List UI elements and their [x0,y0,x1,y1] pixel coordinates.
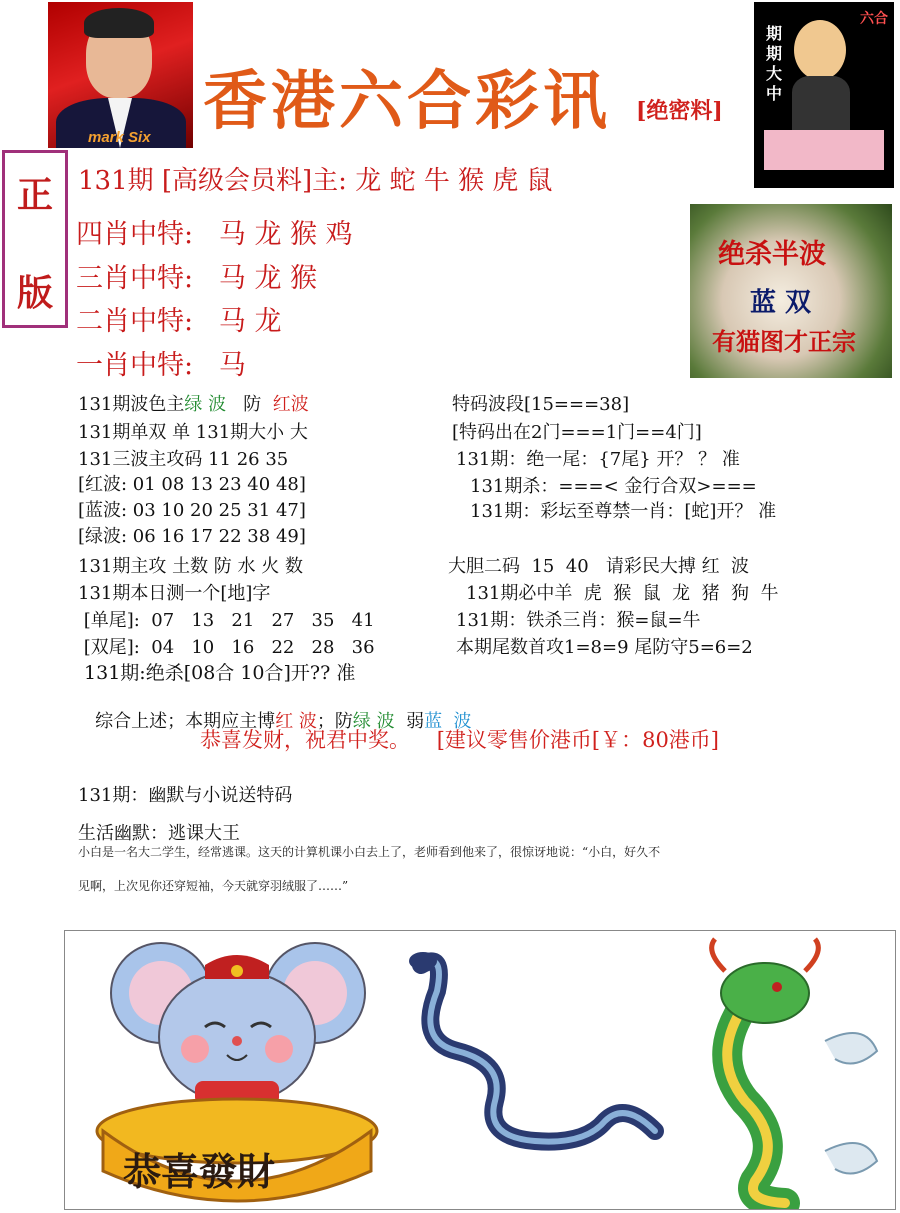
kill-line: 131期杀：===< 金行合双>=== [470,476,757,497]
wave-main: 绿 波 [184,394,227,415]
kill-box-line-2: 蓝 双 [750,288,812,318]
kill-box-line-3: 有猫图才正宗 [712,327,856,356]
edition-char-2: 版 [17,272,54,314]
wave-color-line [78,390,309,416]
three-zodiac-value: 马 龙 猴 [218,263,318,294]
one-zodiac-label: 一肖中特: [76,350,194,381]
must-win-line: 131期必中羊 虎 猴 鼠 龙 猪 狗 牛 [466,583,779,604]
wave-prefix: 131期波色主 [78,394,185,415]
joke-title: 生活幽默：逃课大王 [78,823,240,844]
tail-attack-line: 本期尾数首攻1=8=9 尾防守5=6=2 [456,637,753,658]
portrait-image [48,2,193,148]
summary-red: 红 波 [275,711,317,732]
cartoon-text: 期期大中 [766,24,783,103]
title-tag: [绝密料] [636,98,723,124]
portrait-brand: mark Six [88,129,151,146]
congrats-line: 恭喜发财，祝君中奖。 [建议零售价港币[￥：80港币] [200,728,719,752]
summary-weak: 弱 [394,711,425,732]
kill-box-line-1: 绝杀半波 [718,239,826,270]
cartoon-image [754,2,894,188]
joke-heading: 131期：幽默与小说送特码 [78,785,293,806]
ingot-text: 恭喜發財 [123,1149,276,1194]
summary-prefix: 综合上述；本期应主博 [89,711,276,732]
vip-line: 131期 [高级会员料]主: 龙 蛇 牛 猴 虎 鼠 [78,166,553,196]
snake-illustration [409,952,655,1142]
blue-wave-line: [蓝波: 03 10 20 25 31 47] [78,500,306,521]
dragon-illustration [712,939,877,1203]
kill-three-line: 131期：铁杀三肖：猴=鼠=牛 [456,610,701,631]
red-wave-line: [红波: 01 08 13 23 40 48] [78,474,306,495]
green-wave-line: [绿波: 06 16 17 22 38 49] [78,526,306,547]
summary-mid: ；防 [316,711,353,732]
four-zodiac-label: 四肖中特: [76,219,194,250]
cartoon-badge: 六合 [860,11,888,27]
zodiac-artwork-svg [65,931,896,1210]
two-zodiac-value: 马 龙 [218,306,282,337]
odd-even-line: 131期单双 单 131期大小 大 [78,422,308,443]
three-wave-line: 131三波主攻码 11 26 35 [78,449,289,470]
tail-line: 131期：绝一尾：{7尾} 开？ ？ 准 [456,449,740,470]
edition-badge [2,150,68,328]
kill-combo-line: 131期:绝杀[08合 10合]开?? 准 [78,662,356,684]
zodiac-artwork [64,930,896,1210]
two-zodiac-row [76,299,281,338]
double-tail-line: [双尾]: 04 10 16 22 28 36 [78,637,375,658]
joke-text-2: 见啊，上次见你还穿短袖，今天就穿羽绒服了……” [78,879,349,893]
single-tail-line: [单尾]: 07 13 21 27 35 41 [78,610,375,631]
word-line: 131期本日测一个[地]字 [78,583,271,604]
three-zodiac-row [76,256,317,295]
four-zodiac-row [76,212,353,251]
attack-line: 131期主攻 土数 防 水 火 数 [78,556,303,577]
two-codes-line: 大胆二码 15 40 请彩民大搏 红 波 [448,556,750,577]
three-zodiac-label: 三肖中特: [76,263,194,294]
one-zodiac-value: 马 [218,350,246,381]
two-zodiac-label: 二肖中特: [76,306,194,337]
page-title: 香港六合彩讯 [203,64,611,139]
wave-guard: 红波 [272,394,309,415]
door-line: [特码出在2门===1门==4门] [452,422,702,443]
edition-char-1: 正 [17,174,54,216]
mouse-illustration [97,943,377,1201]
segment-line: 特码波段[15===38] [452,394,630,415]
joke-text-1: 小白是一名大二学生，经常逃课。这天的计算机课小白去上了，老师看到他来了，很惊讶地说：“小白，好久不 [78,845,661,859]
four-zodiac-value: 马 龙 猴 鸡 [218,219,353,250]
summary-green: 绿 波 [352,711,395,732]
wave-mid: 防 [226,394,273,415]
one-zodiac-row [76,343,246,382]
summary-blue: 蓝 波 [424,711,472,732]
forbidden-line: 131期：彩坛至尊禁一肖：[蛇]开？ 准 [470,501,777,522]
kill-half-wave-image [690,204,892,378]
